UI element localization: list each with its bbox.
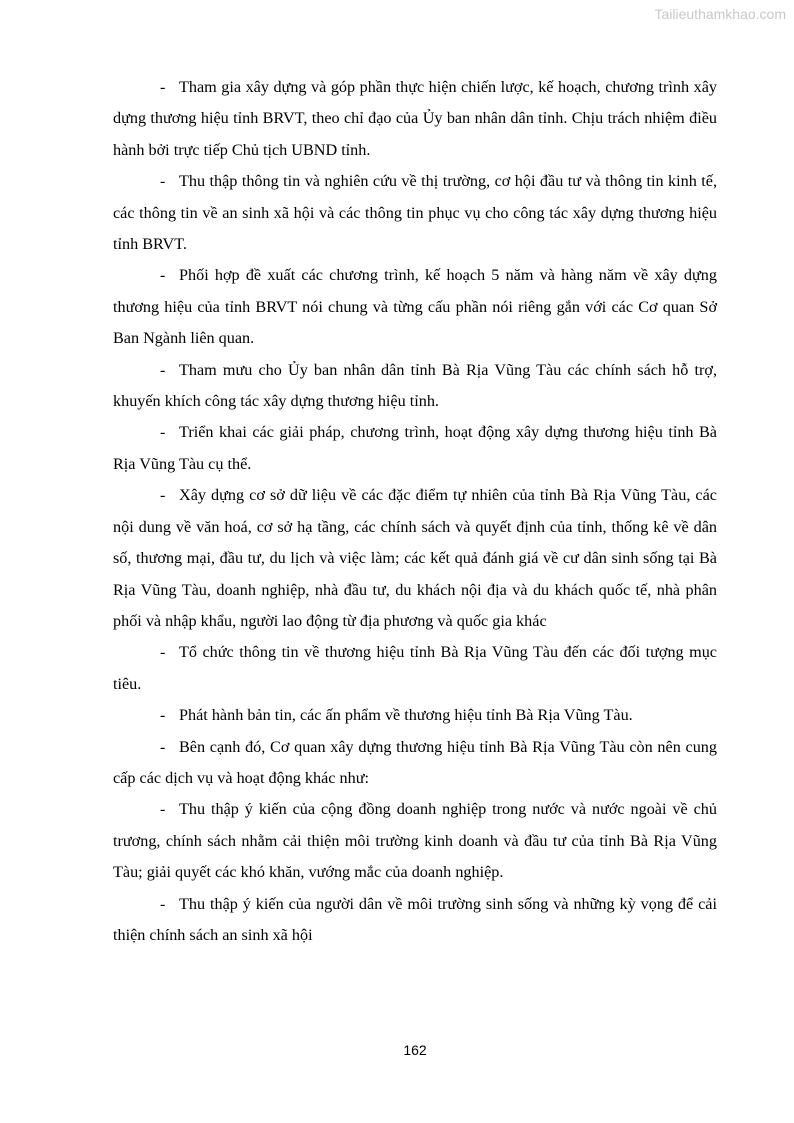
bullet-paragraph-5 [113,417,717,480]
paragraph-text: Phát hành bản tin, các ấn phẩm về thương hiệu tỉnh Bà Rịa Vũng Tàu. [179,706,633,725]
paragraph-text: Thu thập ý kiến của người dân về môi trường sinh sống và những kỳ vọng để cải thiện chính sách an sinh xã hội [113,894,717,944]
page-number: 162 [403,1042,427,1058]
paragraph-text: Tổ chức thông tin về thương hiệu tỉnh Bà Rịa Vũng Tàu đến các đối tượng mục tiêu. [113,643,717,693]
bullet-dash: - [160,800,166,819]
paragraph-text: Phối hợp đề xuất các chương trình, kế hoạch 5 năm và hàng năm về xây dựng thương hiệu của tỉnh BRVT nói chung và từng cấu phần nói riêng gắn với các Cơ quan Sở Ban Ngành liên quan. [113,266,717,348]
bullet-paragraph-11 [113,889,717,952]
bullet-dash: - [160,266,166,285]
bullet-dash: - [160,737,166,756]
bullet-dash: - [160,78,166,96]
paragraph-text: Triển khai các giải pháp, chương trình, hoạt động xây dựng thương hiệu tỉnh Bà Rịa Vũng Tàu cụ thể. [113,423,717,473]
bullet-paragraph-6 [113,480,717,637]
watermark: Tailieuthamkhao.com [654,6,786,22]
paragraph-text: Tham gia xây dựng và góp phần thực hiện chiến lược, kế hoạch, chương trình xây dựng thương hiệu tỉnh BRVT, theo chỉ đạo của Ủy ban nhân dân tỉnh. Chịu trách nhiệm điều hành bởi trực tiếp Chủ tịch UBND tỉnh. [113,78,717,159]
bullet-paragraph-10 [113,794,717,888]
bullet-paragraph-8 [113,700,717,731]
bullet-dash: - [160,706,166,725]
paragraph-text: Thu thập ý kiến của cộng đồng doanh nghiệp trong nước và nước ngoài về chủ trương, chính sách nhằm cải thiện môi trường kinh doanh và đầu tư của tỉnh Bà Rịa Vũng Tàu; giải quyết các khó khăn, vướng mắc của doanh nghiệp. [113,800,717,882]
bullet-paragraph-3 [113,260,717,354]
document-body [113,72,717,951]
bullet-dash: - [160,643,166,662]
paragraph-text: Xây dựng cơ sở dữ liệu về các đặc điểm tự nhiên của tỉnh Bà Rịa Vũng Tàu, các nội dung về văn hoá, cơ sở hạ tầng, các chính sách và quyết định của tỉnh, thống kê về dân số, thương mại, đầu tư, du lịch và việc làm; các kết quả đánh giá về cư dân sinh sống tại Bà Rịa Vũng Tàu, doanh nghiệp, nhà đầu tư, du khách nội địa và du khách quốc tế, nhà phân phối và nhập khẩu, người lao động từ địa phương và quốc gia khác [113,486,717,630]
bullet-paragraph-7 [113,637,717,700]
bullet-dash: - [160,172,166,191]
bullet-paragraph-1 [113,72,717,166]
bullet-paragraph-4 [113,355,717,418]
bullet-dash: - [160,894,166,913]
bullet-paragraph-2 [113,166,717,260]
paragraph-text: Bên cạnh đó, Cơ quan xây dựng thương hiệu tỉnh Bà Rịa Vũng Tàu còn nên cung cấp các dịch vụ và hoạt động khác như: [113,737,717,787]
paragraph-text: Thu thập thông tin và nghiên cứu về thị trường, cơ hội đầu tư và thông tin kinh tế, các thông tin về an sinh xã hội và các thông tin phục vụ cho công tác xây dựng thương hiệu tỉnh BRVT. [113,172,717,254]
bullet-dash: - [160,423,166,442]
paragraph-text: Tham mưu cho Ủy ban nhân dân tỉnh Bà Rịa Vũng Tàu các chính sách hỗ trợ, khuyến khích công tác xây dựng thương hiệu tỉnh. [113,360,717,411]
bullet-dash: - [160,486,166,505]
bullet-dash: - [160,360,166,379]
bullet-paragraph-9 [113,732,717,795]
